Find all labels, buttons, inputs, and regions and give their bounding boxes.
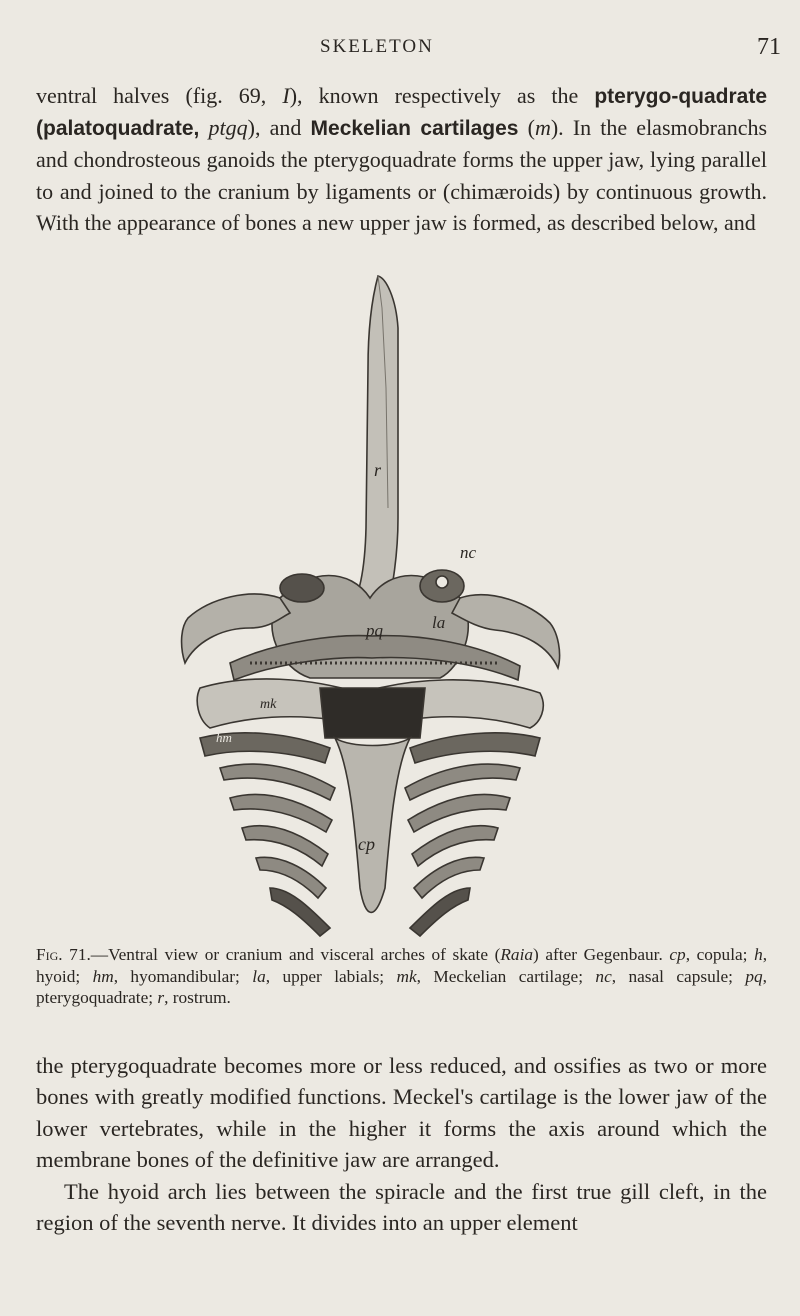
body-paragraph-top: ventral halves (fig. 69, I), known respectively as the pterygo-quadrate (palatoquadrate, ptgq), and Meckelian cartilages (m). In the elasmobranchs and chondrosteous ganoids the pterygoquadrate forms the upper jaw, lying parallel to and joined to the cranium by ligaments or (chimæroids) by continuous growth. With the appearance of bones a new upper jaw is formed, as described below, and: [36, 83, 768, 235]
label-pq: pq: [366, 621, 383, 640]
label-r: r: [374, 460, 382, 480]
hyomandibular-right: [410, 733, 540, 763]
nasal-capsule-left: [280, 574, 324, 602]
body-paragraph-bottom: [36, 1050, 767, 1238]
label-mk: mk: [260, 697, 277, 712]
rostrum: [346, 276, 398, 620]
paragraph-1: the pterygoquadrate becomes more or less reduced, and ossifies as two or more bones with greatly modified functions. Meckel's cartilage is the lower jaw of the lower vertebrates, while in the higher it forms the axis around which the membrane bones of the definitive jaw are arranged.: [36, 1053, 767, 1173]
label-cp: cp: [358, 834, 375, 854]
label-la: la: [432, 613, 446, 632]
label-hm: hm: [216, 730, 232, 745]
skate-skeleton-figure: [160, 268, 580, 950]
running-head: [0, 34, 800, 64]
running-title: SKELETON: [320, 36, 434, 57]
term-pterygoquadrate: pterygo-quadrate (palatoquadrate,: [36, 85, 767, 141]
page-number: 71: [757, 34, 781, 60]
paragraph-2: The hyoid arch lies between the spiracle and the first true gill cleft, in the region of the seventh nerve. It divides into an upper element: [36, 1178, 767, 1236]
copula: [335, 738, 410, 912]
label-nc: nc: [460, 543, 477, 562]
figure-caption: Fig. 71.—Ventral view or cranium and visceral arches of skate (Raia) after Gegenbaur. cp, copula; h, hyoid; hm, hyomandibular; la, upper labials; mk, Meckelian cartilage; nc, nasal capsule; pq, pterygoquadrate; r, rostrum.: [36, 945, 768, 1007]
term-meckelian: Meckelian cartilages: [310, 117, 519, 141]
